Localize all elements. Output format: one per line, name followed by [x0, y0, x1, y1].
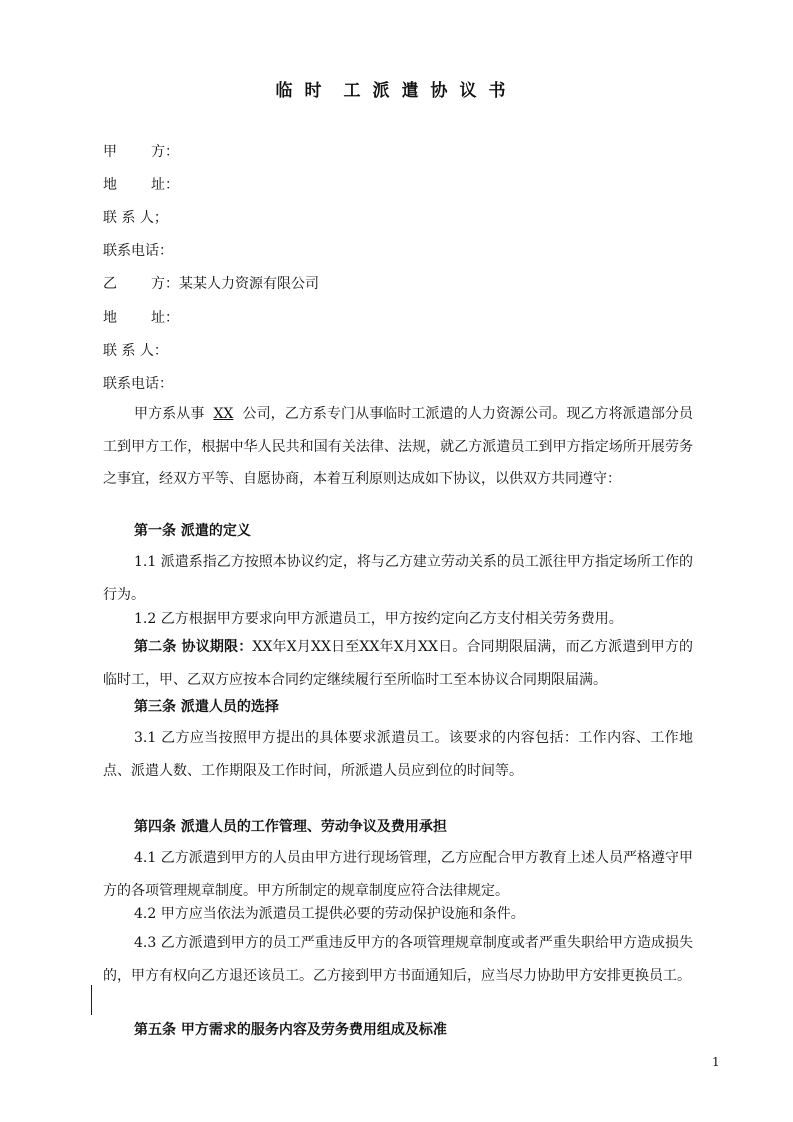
article-2-text: XX年X月XX日至XX年X月XX日。合同期限届满，而乙方派遣到甲方的临时工，甲、乙双方应按本合同约定继续履行至所临时工至本协议合同期限届满。	[103, 639, 693, 688]
intro-after: 公司，乙方系专门从事临时工派遣的人力资源公司。现乙方将派遣部分员工到甲方工作，根据中华人民共和国有关法律、法规，就乙方派遣员工到甲方指定场所开展劳务之事宜，经双方平等、自愿协商，本着互利原则达成如下协议，以供双方共同遵守：	[103, 406, 693, 487]
intro-blank: XX	[213, 406, 234, 422]
party-b-phone-line	[103, 374, 173, 394]
party-a-line	[103, 142, 179, 162]
party-a-contact-line	[103, 208, 168, 228]
party-b-value: 某某人力资源有限公司	[179, 276, 319, 292]
article-3-clause-1: 3.1 乙方应当按照甲方提出的具体要求派遣员工。该要求的内容包括：工作内容、工作地点、派遣人数、工作期限及工作时间，所派遣人员应到位的时间等。	[103, 730, 693, 779]
party-b-label-suffix: 方：	[151, 276, 179, 292]
party-b-contact-line	[103, 341, 168, 361]
party-b-address-suffix: 址：	[151, 310, 179, 326]
intro-paragraph	[103, 398, 693, 496]
title-rest: 工派遣协议书	[343, 81, 518, 101]
party-b-address-line	[103, 308, 179, 328]
title-char-2: 时	[304, 81, 334, 101]
article-1-clause-2: 1.2 乙方根据甲方要求向甲方派遣员工，甲方按约定向乙方支付相关劳务费用。	[134, 611, 623, 627]
revision-bar	[91, 985, 92, 1015]
intro-before: 甲方系从事	[134, 406, 205, 422]
article-3-heading: 第三条 派遣人员的选择	[134, 699, 279, 715]
party-b-label: 乙	[103, 276, 117, 292]
article-4-clause-1: 4.1 乙方派遣到甲方的人员由甲方进行现场管理，乙方应配合甲方教育上述人员严格遵守甲方的各项管理规章制度。甲方所制定的规章制度应符合法律规定。	[103, 850, 693, 899]
article-1-clause-1: 1.1 派遣系指乙方按照本协议约定，将与乙方建立劳动关系的员工派往甲方指定场所工作的行为。	[103, 554, 693, 603]
party-a-address-suffix: 址：	[151, 177, 179, 193]
party-b-address-label: 地	[103, 310, 117, 326]
party-a-contact-label: 联 系 人；	[103, 210, 168, 226]
party-a-phone-label: 联系电话：	[103, 243, 173, 259]
article-2-heading: 第二条 协议期限：	[134, 639, 253, 655]
party-a-phone-line	[103, 241, 173, 261]
article-5-heading: 第五条 甲方需求的服务内容及劳务费用组成及标准	[134, 1022, 447, 1038]
party-a-label-suffix: 方：	[151, 144, 179, 160]
article-4-clause-2: 4.2 甲方应当依法为派遣员工提供必要的劳动保护设施和条件。	[134, 906, 525, 922]
party-a-label: 甲	[103, 144, 117, 160]
party-b-phone-label: 联系电话：	[103, 376, 173, 392]
party-b-line	[103, 274, 319, 294]
article-4-heading: 第四条 派遣人员的工作管理、劳动争议及费用承担	[134, 819, 447, 835]
page-number: 1	[712, 1055, 720, 1069]
party-a-address-line	[103, 175, 179, 195]
document-title	[0, 76, 793, 101]
article-4-clause-3: 4.3 乙方派遣到甲方的员工严重违反甲方的各项管理规章制度或者严重失职给甲方造成损失的，甲方有权向乙方退还该员工。乙方接到甲方书面通知后，应当尽力协助甲方安排更换员工。	[103, 935, 693, 984]
title-char-1: 临	[275, 81, 305, 101]
party-a-address-label: 地	[103, 177, 117, 193]
party-b-contact-label: 联 系 人：	[103, 343, 168, 359]
article-1-heading: 第一条 派遣的定义	[134, 523, 251, 539]
article-2-paragraph	[103, 631, 693, 696]
